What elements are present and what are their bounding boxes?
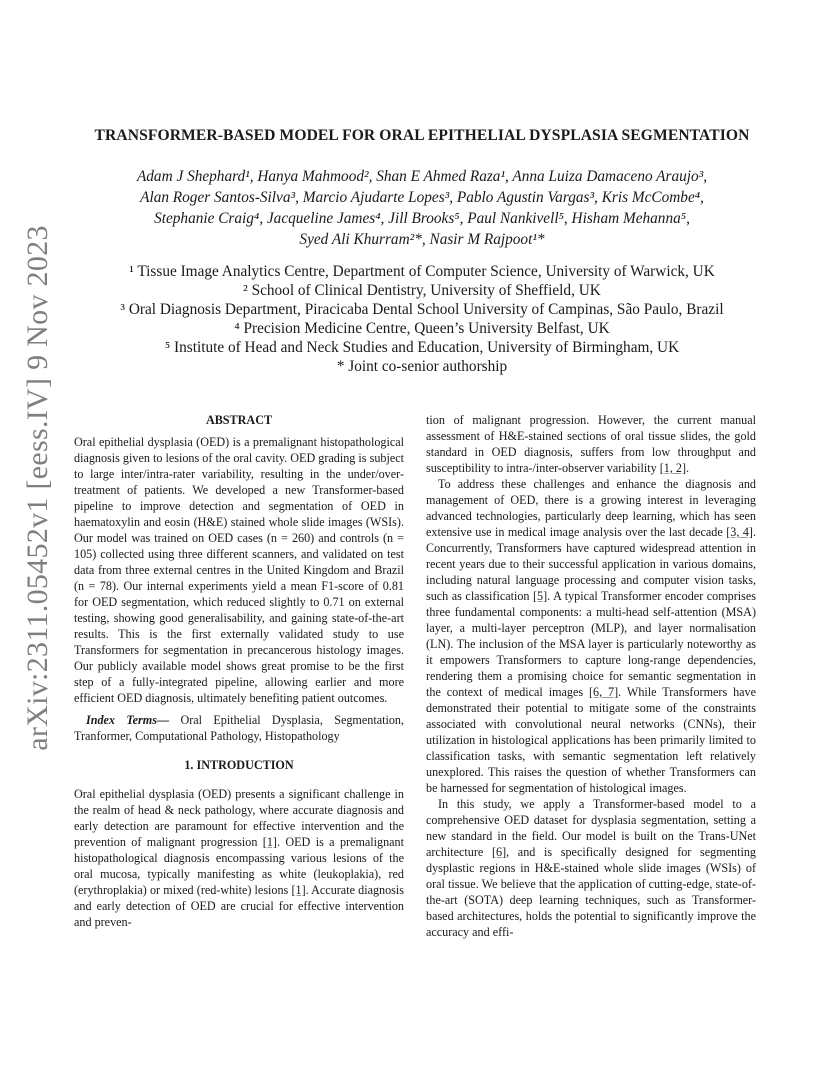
intro-paragraph-3 — [426, 796, 756, 940]
citation-link[interactable]: [1, 2] — [659, 461, 687, 475]
text-run: , and is specifically designed for segmenting dysplastic regions in H&E-stained whole slide images (WSIs) of oral tissue. We believe that the application of cutting-edge, state-of-the-art (SOTA) deep learning techniques, such as Transformer-based architectures, holds the potential to significantly improve the accuracy and effi- — [426, 845, 756, 939]
text-run: . Accurate diagnosis and early detection of OED are crucial for effective intervention and preven- — [74, 883, 404, 929]
citation-link[interactable]: [6] — [491, 845, 507, 859]
author-list — [80, 166, 764, 250]
affiliation-line: ² School of Clinical Dentistry, University of Sheffield, UK — [243, 282, 601, 299]
text-run: Oral epithelial dysplasia (OED) presents a significant challenge in the realm of head & neck pathology, where accurate diagnosis and early detection are paramount for effective intervention and the prevention of malignant progression — [74, 787, 404, 849]
text-run: tion of malignant progression. However, the current manual assessment of H&E-stained sections of oral tissue slides, the gold standard in OED diagnosis, suffers from low throughput and susceptibility to intra-/inter-observer variability — [426, 413, 756, 475]
right-column — [426, 412, 756, 940]
text-run: . A typical Transformer encoder comprises three fundamental components: a multi-head self-attention (MSA) layer, a multi-layer perceptron (MLP), and layer normalisation (LN). The inclusion of the MSA layer is particularly noteworthy as it empowers Transformers to capture long-range dependencies, rendering them a promising choice for semantic segmentation in the context of medical images — [426, 589, 756, 699]
author-line: Stephanie Craig⁴, Jacqueline James⁴, Jill Brooks⁵, Paul Nankivell⁵, Hisham Mehanna⁵, — [154, 210, 690, 227]
left-column — [74, 412, 404, 930]
abstract-text: Oral epithelial dysplasia (OED) is a premalignant histopathological diagnosis given to lesions of the oral cavity. OED grading is subject to large inter/intra-rater variability, resulting in the under/over-treatment of patients. We developed a new Transformer-based pipeline to improve detection and segmentation of OED in haematoxylin and eosin (H&E) stained whole slide images (WSIs). Our model was trained on OED cases (n = 260) and controls (n = 105) collected using three different scanners, and validated on test data from three external centres in the United Kingdom and Brazil (n = 78). Our internal experiments yield a mean F1-score of 0.81 for OED segmentation, which reduced slightly to 0.71 on external testing, showing good generalisability, and gaining state-of-the-art results. This is the first externally validated study to use Transformers for segmentation in precancerous histology images. Our publicly available model shows great promise to be the first step of a fully-integrated pipeline, allowing earlier and more efficient OED diagnosis, ultimately benefiting patient outcomes. — [74, 435, 404, 705]
affiliation-line: ⁵ Institute of Head and Neck Studies and Education, University of Birmingham, UK — [164, 339, 680, 356]
citation-link[interactable]: [1] — [291, 883, 306, 897]
intro-paragraph-1 — [74, 786, 404, 930]
text-run: . OED is a premalignant histopathological diagnosis encompassing various lesions of the oral mucosa, typically manifesting as white (leukoplakia), red (erythroplakia) or mixed (red-white) lesions — [74, 835, 405, 897]
abstract-heading: ABSTRACT — [205, 413, 273, 427]
introduction-heading: 1. INTRODUCTION — [184, 758, 294, 772]
citation-link[interactable]: [5] — [533, 589, 548, 603]
index-terms — [74, 712, 404, 744]
text-run: . — [686, 461, 690, 475]
paper-title: TRANSFORMER-BASED MODEL FOR ORAL EPITHELIAL DYSPLASIA SEGMENTATION — [94, 127, 750, 144]
index-terms-label: Index Terms— — [86, 713, 170, 727]
arxiv-identifier-text: arXiv:2311.05452v1 [eess.IV] 9 Nov 2023 — [21, 225, 55, 751]
citation-link[interactable]: [1] — [262, 835, 277, 849]
affiliation-line: * Joint co-senior authorship — [336, 358, 508, 375]
index-terms-text: Oral Epithelial Dysplasia, Segmentation, Tranformer, Computational Pathology, Histopathology — [74, 713, 405, 743]
text-run: . While Transformers have demonstrated their potential to mitigate some of the constraints associated with convolutional neural networks (CNNs), their utilization in histological applications has been primarily limited to classification tasks, with semantic segmentation left relatively unexplored. This raises the question of whether Transformers can be harnessed for segmentation of histological images. — [426, 685, 756, 795]
affiliation-list — [60, 262, 784, 376]
author-line: Adam J Shephard¹, Hanya Mahmood², Shan E Ahmed Raza¹, Anna Luiza Damaceno Araujo³, — [136, 168, 708, 185]
author-line: Alan Roger Santos-Silva³, Marcio Ajudarte Lopes³, Pablo Agustin Vargas³, Kris McCombe⁴, — [140, 189, 704, 206]
affiliation-line: ¹ Tissue Image Analytics Centre, Department of Computer Science, University of Warwick, UK — [129, 263, 715, 280]
text-run: . Concurrently, Transformers have captured widespread attention in recent years due to their successful application in various domains, including natural language processing and computer vision tasks, such as classification — [426, 525, 757, 603]
citation-link[interactable]: [3, 4] — [726, 525, 753, 539]
arxiv-identifier-stamp — [10, 225, 66, 751]
text-run: To address these challenges and enhance the diagnosis and management of OED, there is a growing interest in leveraging advanced technologies, particularly deep learning, which has seen extensive use in medical image analysis over the last decade — [426, 477, 756, 539]
intro-paragraph-1-continued — [426, 412, 756, 476]
affiliation-line: ³ Oral Diagnosis Department, Piracicaba Dental School University of Campinas, São Paulo, Brazil — [120, 301, 724, 318]
intro-paragraph-2 — [426, 476, 756, 796]
author-line: Syed Ali Khurram²*, Nasir M Rajpoot¹* — [299, 231, 545, 248]
citation-link[interactable]: [6, 7] — [588, 685, 619, 699]
text-run: In this study, we apply a Transformer-based model to a comprehensive OED dataset for dysplasia segmentation, setting a new standard in the field. Our model is built on the Trans-UNet architecture — [426, 797, 756, 859]
affiliation-line: ⁴ Precision Medicine Centre, Queen’s University Belfast, UK — [234, 320, 610, 337]
